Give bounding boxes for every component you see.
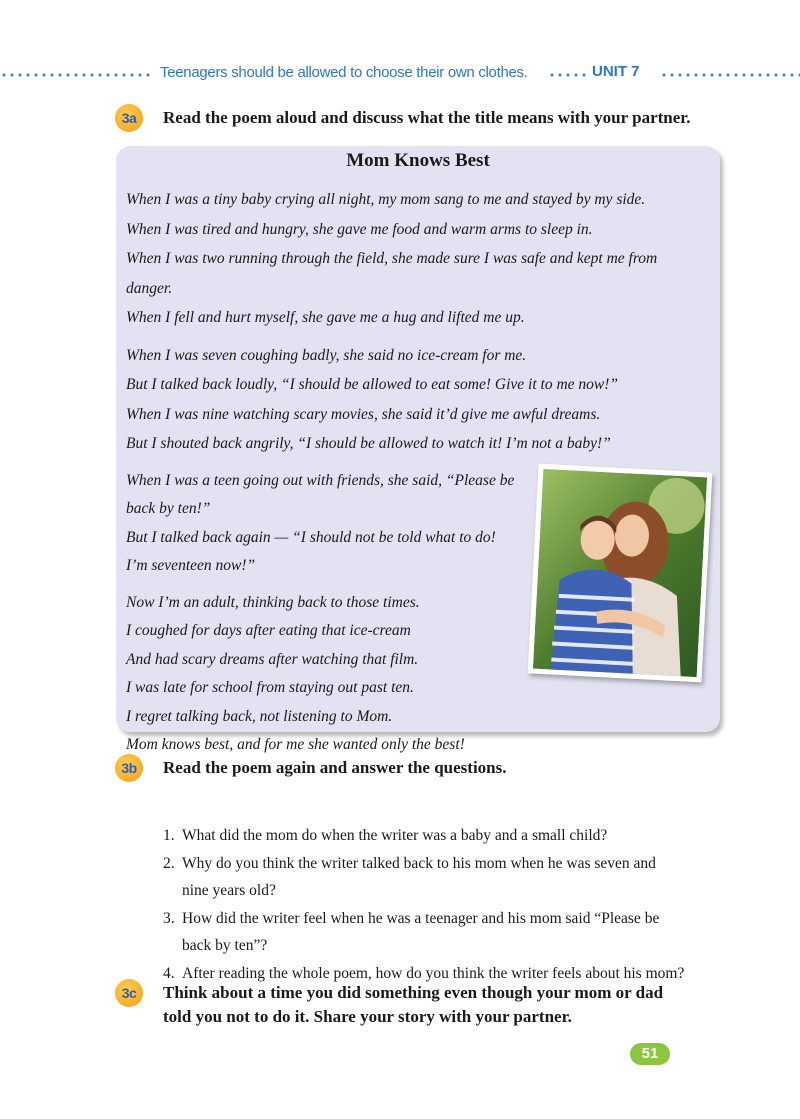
- poem-line: Mom knows best, and for me she wanted only the best!: [126, 736, 465, 753]
- header-unit: UNIT 7: [592, 63, 640, 80]
- header-dots-left: [0, 72, 152, 78]
- question-line: nine years old?: [182, 882, 276, 899]
- question-item: [163, 822, 733, 850]
- poem-line: When I was two running through the field, she made sure I was safe and kept me from: [126, 250, 658, 267]
- page-number: 51: [630, 1043, 670, 1065]
- header-dots-middle: [548, 72, 588, 78]
- question-line: How did the writer feel when he was a teenager and his mom said “Please be: [182, 909, 660, 927]
- question-line: What did the mom do when the writer was a baby and a small child?: [182, 827, 608, 844]
- question-list: [163, 822, 733, 987]
- question-line: back by ten”?: [182, 937, 268, 954]
- poem-title: Mom Knows Best: [346, 150, 490, 171]
- question-number: 1.: [163, 827, 175, 844]
- instruction-3c-line-1: Think about a time you did something even though your mom or dad: [163, 983, 664, 1002]
- question-text: [182, 850, 733, 905]
- poem-line: But I talked back again — “I should not be told what to do!: [126, 528, 496, 546]
- instruction-3b: Read the poem again and answer the questions.: [163, 758, 507, 777]
- question-item: [163, 905, 733, 960]
- section-badge-3a: 3a: [115, 104, 143, 132]
- question-text: [182, 822, 733, 850]
- instruction-3c-line-2: told you not to do it. Share your story with your partner.: [163, 1007, 572, 1026]
- poem-line: When I was nine watching scary movies, she said it’d give me awful dreams.: [126, 405, 601, 423]
- section-badge-3b: 3b: [115, 754, 143, 782]
- question-number: 3.: [163, 909, 175, 927]
- poem-line: I was late for school from staying out past ten.: [126, 679, 414, 696]
- poem-line: Now I’m an adult, thinking back to those times.: [126, 593, 420, 611]
- poem-line: I regret talking back, not listening to Mom.: [126, 707, 393, 725]
- poem-line: I’m seventeen now!”: [126, 557, 256, 574]
- poem-stanza-2: [126, 341, 706, 459]
- poem-line: When I was tired and hungry, she gave me food and warm arms to sleep in.: [126, 220, 593, 238]
- header-title: Teenagers should be allowed to choose their own clothes.: [160, 64, 528, 81]
- question-number: 2.: [163, 854, 175, 872]
- question-line: After reading the whole poem, how do you think the writer feels about his mom?: [182, 964, 685, 982]
- poem-line: But I talked back loudly, “I should be allowed to eat some! Give it to me now!”: [126, 376, 619, 393]
- poem-line: I coughed for days after eating that ice-cream: [126, 622, 411, 639]
- header-dots-right: [660, 72, 800, 78]
- section-badge-3c: 3c: [115, 979, 143, 1007]
- photo-illustration: [533, 469, 707, 677]
- poem-line: When I fell and hurt myself, she gave me a hug and lifted me up.: [126, 309, 525, 326]
- question-text: [182, 905, 733, 960]
- poem-line: And had scary dreams after watching that film.: [126, 650, 419, 668]
- poem-line: danger.: [126, 279, 173, 297]
- question-number: 4.: [163, 964, 175, 982]
- mother-son-photo: [528, 464, 713, 683]
- poem-line: When I was seven coughing badly, she said no ice-cream for me.: [126, 346, 527, 364]
- question-line: Why do you think the writer talked back to his mom when he was seven and: [182, 854, 656, 872]
- poem-line: When I was a tiny baby crying all night, my mom sang to me and stayed by my side.: [126, 191, 646, 208]
- poem-stanza-1: [126, 185, 706, 333]
- question-item: [163, 850, 733, 905]
- poem-line: back by ten!”: [126, 500, 211, 517]
- instruction-3a: Read the poem aloud and discuss what the title means with your partner.: [163, 108, 691, 127]
- poem-line: When I was a teen going out with friends, she said, “Please be: [126, 471, 515, 489]
- poem-line: But I shouted back angrily, “I should be allowed to watch it! I’m not a baby!”: [126, 435, 611, 452]
